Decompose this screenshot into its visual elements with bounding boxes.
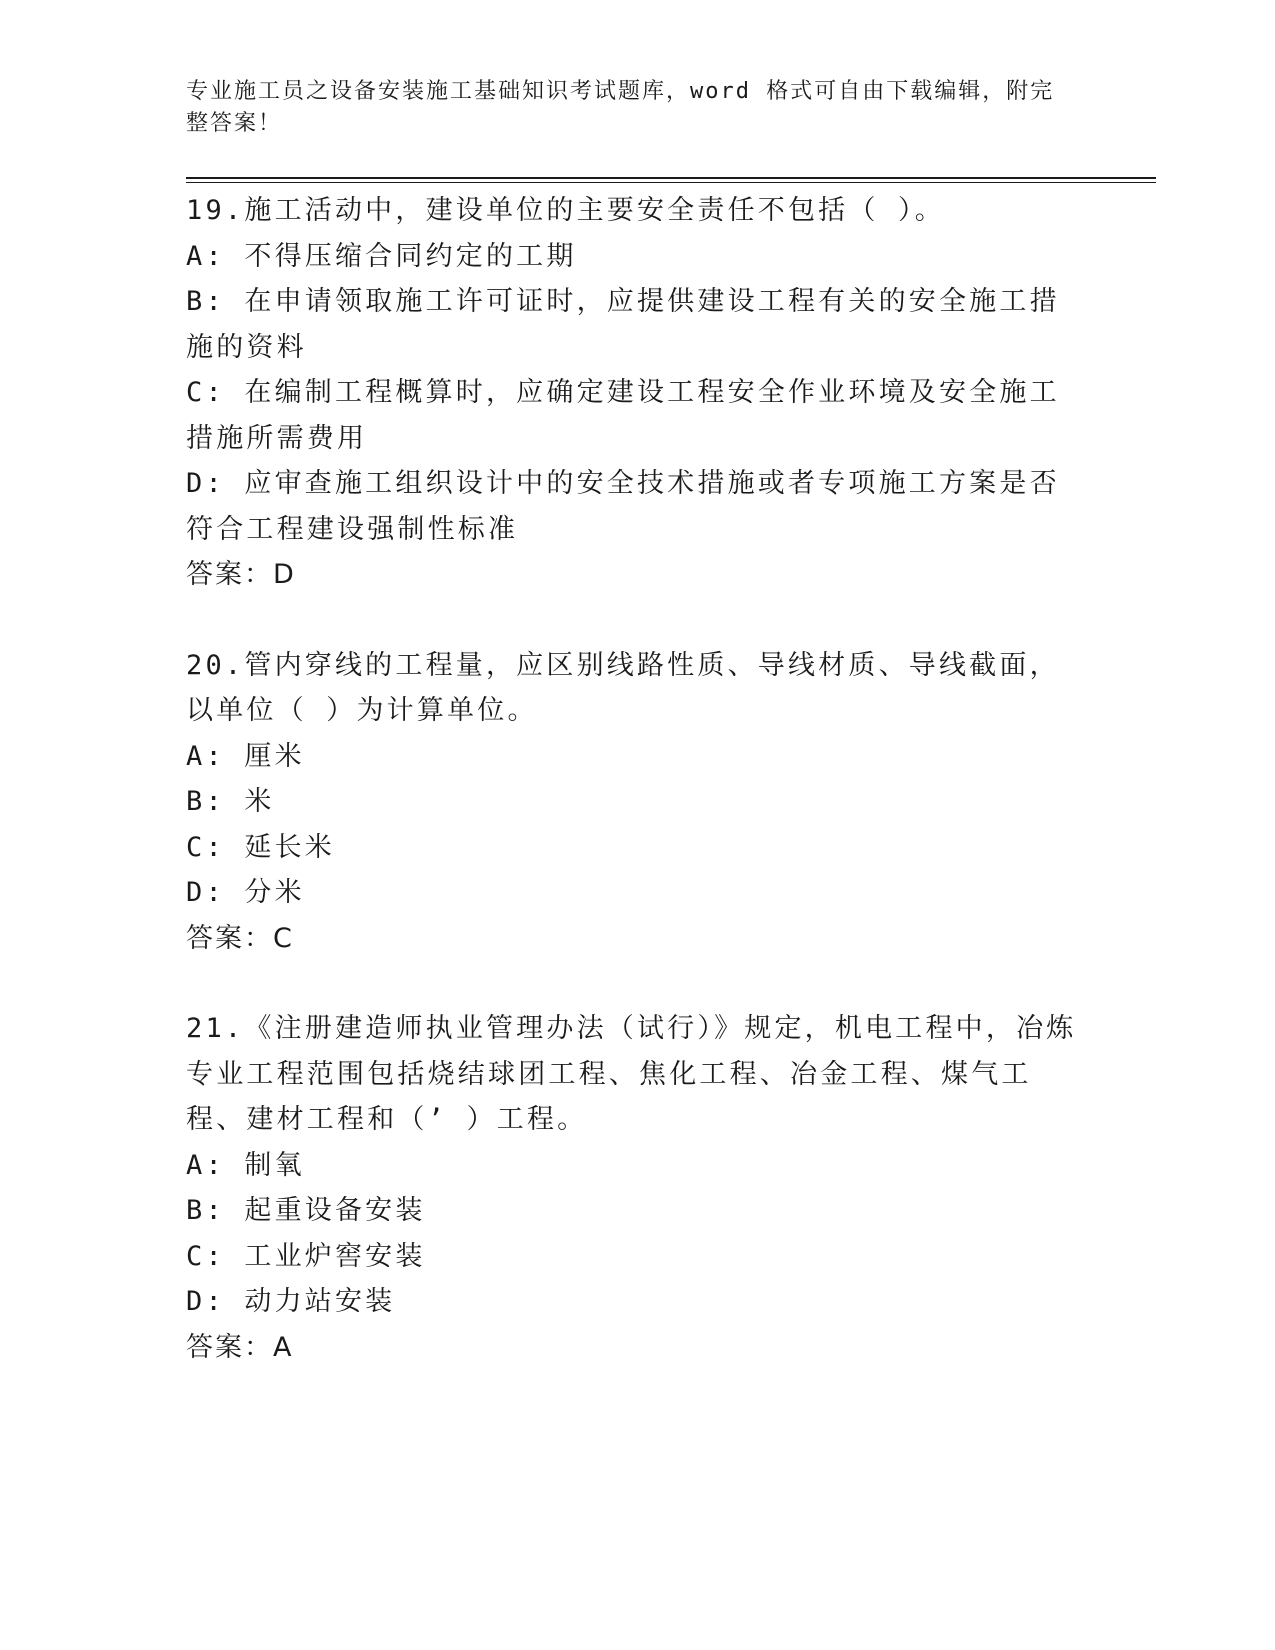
answer-line: 答案：D <box>186 559 296 590</box>
header-divider-thin <box>186 182 1156 183</box>
question-21 <box>186 1006 1086 1370</box>
question-stem: 20.管内穿线的工程量，应区别线路性质、导线材质、导线截面，以单位（ ）为计算单位。 <box>186 649 1060 726</box>
option-d: D: 动力站安装 <box>186 1286 396 1317</box>
option-a: A: 制氧 <box>186 1149 305 1181</box>
option-d: D: 分米 <box>186 877 305 908</box>
option-b: B: 在申请领取施工许可证时，应提供建设工程有关的安全施工措施的资料 <box>186 286 1060 363</box>
option-b: B: 起重设备安装 <box>186 1195 426 1226</box>
document-header: 专业施工员之设备安装施工基础知识考试题库，word 格式可自由下载编辑，附完整答案！ <box>186 79 1055 136</box>
question-20 <box>186 643 1086 962</box>
option-c: C: 工业炉窖安装 <box>186 1240 426 1272</box>
answer-line: 答案：A <box>186 1331 294 1363</box>
answer-line: 答案：C <box>186 922 294 954</box>
question-stem: 21.《注册建造师执业管理办法（试行）》规定，机电工程中，冶炼专业工程范围包括烧结球团工程、焦化工程、冶金工程、煤气工程、建材工程和（’ ）工程。 <box>186 1013 1077 1135</box>
question-list <box>186 188 1086 1415</box>
question-stem: 19.施工活动中，建设单位的主要安全责任不包括（ ）。 <box>186 195 945 226</box>
option-b: B: 米 <box>186 786 275 817</box>
option-c: C: 延长米 <box>186 831 335 863</box>
option-a: A: 不得压缩合同约定的工期 <box>186 240 577 272</box>
option-d: D: 应审查施工组织设计中的安全技术措施或者专项施工方案是否符合工程建设强制性标准 <box>186 468 1060 545</box>
option-a: A: 厘米 <box>186 740 305 772</box>
header-divider-thick <box>186 177 1156 179</box>
question-19 <box>186 188 1086 598</box>
option-c: C: 在编制工程概算时，应确定建设工程安全作业环境及安全施工措施所需费用 <box>186 377 1060 454</box>
